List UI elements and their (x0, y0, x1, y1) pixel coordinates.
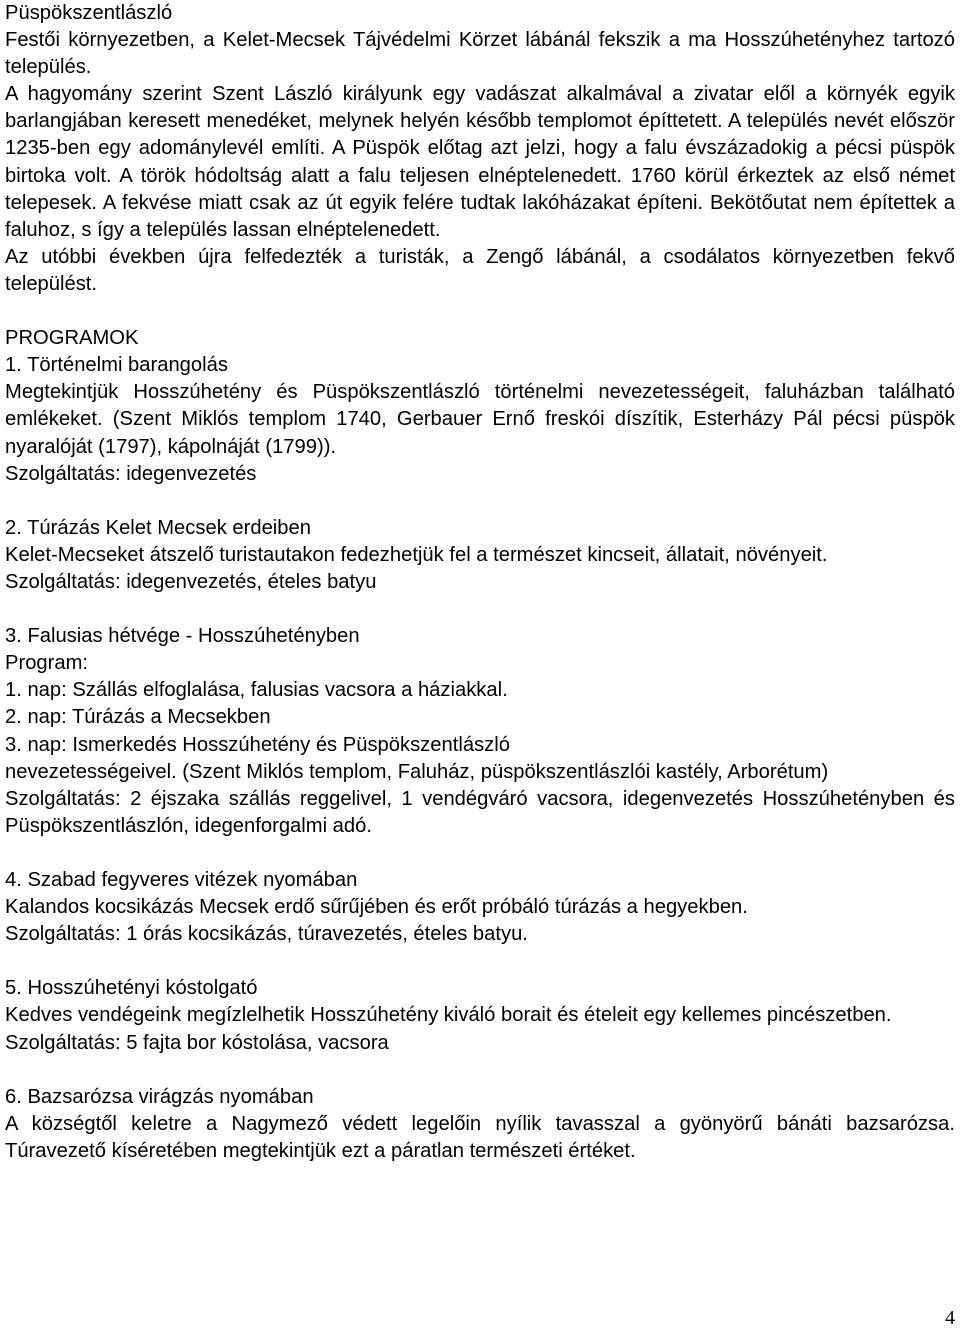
program-6-title: 6. Bazsarózsa virágzás nyomában (5, 1085, 314, 1108)
spacer (5, 488, 955, 515)
program-5-title: 5. Hosszúhetényi kóstolgató (5, 977, 258, 1000)
spacer (5, 1057, 955, 1084)
program-3-day-3: 3. nap: Ismerkedés Hosszúhetény és Püspökszentlászló (5, 733, 510, 756)
program-1-title: 1. Történelmi barangolás (5, 354, 228, 377)
spacer (5, 840, 955, 867)
history-paragraph: A hagyomány szerint Szent László királyunk egy vadászat alkalmával a zivatar elől a környék egyik barlangjában keresett menedéket, melynek helyén később templomot építtetett. A település nevét először 1235-ben egy adománylevél említi. A Püspök előtag azt jelzi, hogy a falu évszázadokig a pécsi püspök birtoka volt. A török hódoltság alatt a falu teljesen elnéptelenedett. 1760 körül érkeztek az első német telepesek. A fekvése miatt csak az út egyik felére tudtak lakóházakat építeni. Bekötőutat nem építettek a faluhoz, s így a település lassan elnéptelenedett. (5, 83, 955, 241)
program-3-day-2: 2. nap: Túrázás a Mecsekben (5, 706, 271, 729)
rediscovery-paragraph: Az utóbbi években újra felfedezték a turisták, a Zengő lábánál, a csodálatos környezetben fekvő települést. (5, 245, 955, 295)
intro-paragraph: Festői környezetben, a Kelet-Mecsek Tájvédelmi Körzet lábánál fekszik a ma Hosszúhetényhez tartozó település. (5, 29, 955, 79)
program-5-description: Kedves vendégeink megízlelhetik Hosszúhetény kiváló borait és ételeit egy kellemes pincészetben. (5, 1004, 892, 1027)
program-6-description: A községtől keletre a Nagymező védett legelőin nyílik tavasszal a gyönyörű bánáti bazsarózsa. Túravezető kíséretében megtekintjük ezt a páratlan természeti értéket. (5, 1112, 955, 1162)
program-2-service: Szolgáltatás: idegenvezetés, ételes batyu (5, 570, 377, 593)
spacer (5, 596, 955, 623)
page-number: 4 (945, 1307, 955, 1329)
program-4-service: Szolgáltatás: 1 órás kocsikázás, túravezetés, ételes batyu. (5, 923, 528, 946)
spacer (5, 298, 955, 325)
page-title: Püspökszentlászló (5, 2, 173, 24)
program-4-description: Kalandos kocsikázás Mecsek erdő sűrűjében és erőt próbáló túrázás a hegyekben. (5, 896, 748, 919)
program-3-day-1: 1. nap: Szállás elfoglalása, falusias vacsora a háziakkal. (5, 679, 508, 702)
program-3-title: 3. Falusias hétvége - Hosszúhetényben (5, 625, 360, 648)
program-3-day-3-continued: nevezetességeivel. (Szent Miklós templom, Faluház, püspökszentlászlói kastély, Arborétum) (5, 760, 829, 783)
program-5-service: Szolgáltatás: 5 fajta bor kóstolása, vacsora (5, 1031, 389, 1054)
program-4-title: 4. Szabad fegyveres vitézek nyomában (5, 869, 358, 891)
program-1-description: Megtekintjük Hosszúhetény és Püspökszentlászló történelmi nevezetességeit, faluházban található emlékeket. (Szent Miklós templom 1740, Gerbauer Ernő freskói díszítik, Esterházy Pál pécsi püspök nyaralóját (1797), kápolnáját (1799)). (5, 381, 955, 458)
program-2-description: Kelet-Mecseket átszelő turistautakon fedezhetjük fel a természet kincseit, állatait, növényeit. (5, 543, 828, 566)
program-2-title: 2. Túrázás Kelet Mecsek erdeiben (5, 516, 311, 539)
program-1-service: Szolgáltatás: idegenvezetés (5, 462, 257, 485)
programs-heading: PROGRAMOK (5, 327, 139, 350)
spacer (5, 948, 955, 975)
document-page (5, 0, 955, 1165)
program-3-service: Szolgáltatás: 2 éjszaka szállás reggelivel, 1 vendégváró vacsora, idegenvezetés Hosszúhetényben és Püspökszentlászlón, idegenforgalmi adó. (5, 787, 955, 837)
program-3-program-label: Program: (5, 652, 89, 675)
